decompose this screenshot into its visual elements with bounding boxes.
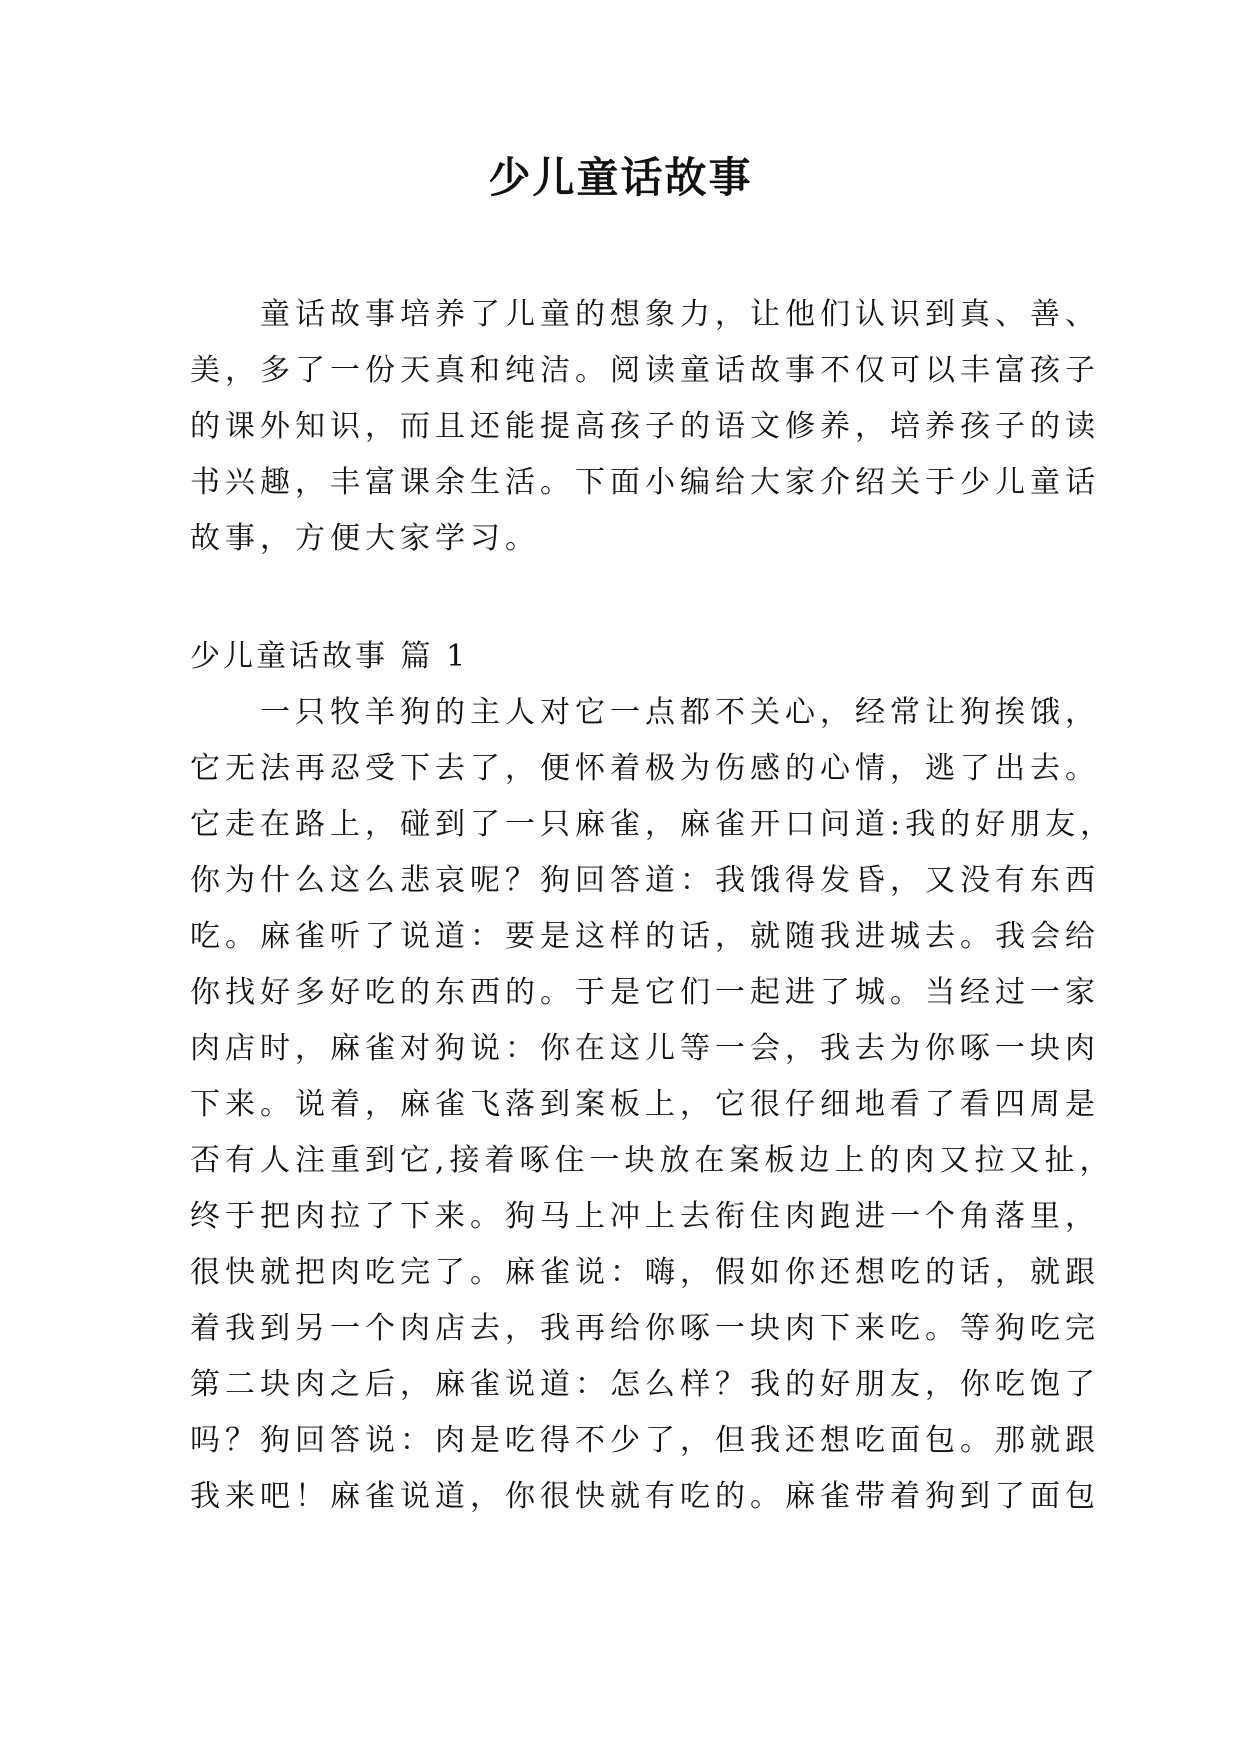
story-line: 我来吧！麻雀说道，你很快就有吃的。麻雀带着狗到了面包 xyxy=(190,1479,1100,1514)
document-title: 少儿童话故事 xyxy=(488,153,753,202)
story-line: 吃。麻雀听了说道：要是这样的话，就随我进城去。我会给 xyxy=(190,919,1100,954)
story-line: 一只牧羊狗的主人对它一点都不关心，经常让狗挨饿， xyxy=(260,695,1100,730)
story-line: 很快就把肉吃完了。麻雀说：嗨，假如你还想吃的话，就跟 xyxy=(190,1255,1100,1290)
intro-line: 书兴趣，丰富课余生活。下面小编给大家介绍关于少儿童话 xyxy=(190,465,1100,500)
story-paragraph xyxy=(190,685,1116,1525)
section-heading: 少儿童话故事 篇 1 xyxy=(190,639,469,674)
intro-line: 童话故事培养了儿童的想象力，让他们认识到真、善、 xyxy=(260,297,1100,332)
document-body xyxy=(190,287,1116,1525)
story-line: 终于把肉拉了下来。狗马上冲上去衔住肉跑进一个角落里， xyxy=(190,1199,1100,1234)
story-line: 第二块肉之后，麻雀说道：怎么样？我的好朋友，你吃饱了 xyxy=(190,1367,1100,1402)
story-line: 肉店时，麻雀对狗说：你在这儿等一会，我去为你啄一块肉 xyxy=(190,1031,1100,1066)
intro-line: 美，多了一份天真和纯洁。阅读童话故事不仅可以丰富孩子 xyxy=(190,353,1100,388)
story-line: 着我到另一个肉店去，我再给你啄一块肉下来吃。等狗吃完 xyxy=(190,1311,1100,1346)
story-line: 它走在路上，碰到了一只麻雀，麻雀开口问道:我的好朋友， xyxy=(190,807,1116,842)
story-line: 你找好多好吃的东西的。于是它们一起进了城。当经过一家 xyxy=(190,975,1100,1010)
story-line: 吗？狗回答说：肉是吃得不少了，但我还想吃面包。那就跟 xyxy=(190,1423,1100,1458)
intro-paragraph xyxy=(190,287,1100,567)
story-line: 下来。说着，麻雀飞落到案板上，它很仔细地看了看四周是 xyxy=(190,1087,1100,1122)
intro-line: 的课外知识，而且还能提高孩子的语文修养，培养孩子的读 xyxy=(190,409,1100,444)
story-line: 它无法再忍受下去了，便怀着极为伤感的心情，逃了出去。 xyxy=(190,751,1100,786)
intro-line: 故事，方便大家学习。 xyxy=(190,521,540,556)
story-line: 你为什么这么悲哀呢？狗回答道：我饿得发昏，又没有东西 xyxy=(190,863,1100,898)
story-line: 否有人注重到它,接着啄住一块放在案板边上的肉又拉又扯， xyxy=(190,1143,1115,1178)
